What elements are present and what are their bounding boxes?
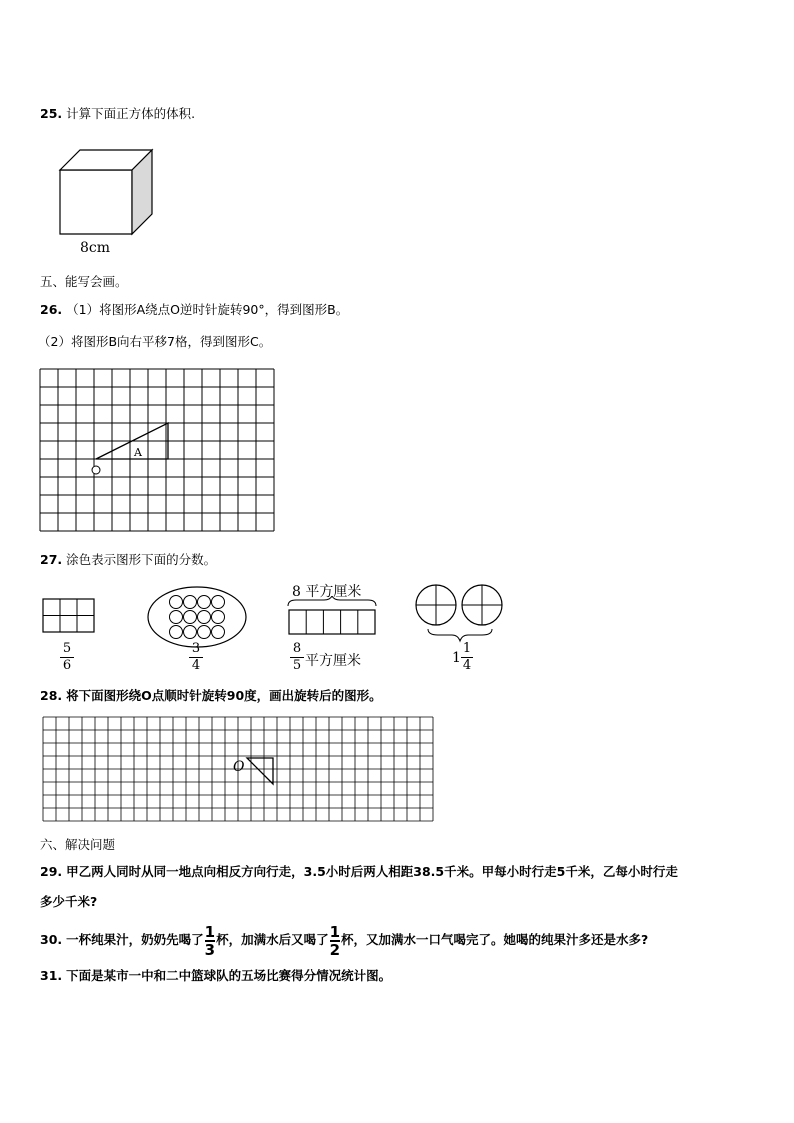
question-text: 多少千米? (40, 894, 98, 909)
small-circle (198, 611, 211, 624)
question-26 (40, 302, 348, 318)
denominator: 5 (292, 658, 302, 673)
question-text-part-2: 杯，加满水后又喝了 (216, 932, 329, 947)
question-text: 涂色表示图形下面的分数。 (66, 552, 217, 567)
area-unit-label: 平方厘米 (305, 653, 361, 669)
question-number: 26. (40, 302, 63, 317)
point-o-label: O (233, 759, 245, 775)
cube-figure (56, 146, 156, 236)
cube-front-face (60, 170, 132, 234)
question-30 (40, 923, 648, 957)
small-circle (170, 611, 183, 624)
question-text: 将下面图形绕O点顺时针旋转90度，画出旋转后的图形。 (66, 688, 382, 703)
oval-with-circles (146, 585, 248, 649)
numerator: 3 (191, 641, 201, 656)
numerator: 8 (292, 641, 302, 656)
question-29 (40, 864, 678, 880)
cube-edge-label: 8cm (80, 240, 111, 256)
denominator: 4 (462, 658, 472, 673)
strip-outline (289, 610, 375, 634)
numerator: 1 (204, 922, 216, 941)
question-text: 下面是某市一中和二中篮球队的五场比赛得分情况统计图。 (66, 968, 392, 983)
question-number: 25. (40, 106, 63, 121)
denominator: 4 (191, 658, 201, 673)
question-text-part-1: 一杯纯果汁，奶奶先喝了 (66, 932, 204, 947)
question-number: 29. (40, 864, 63, 879)
small-circle (212, 626, 225, 639)
mixed-whole: 1 (452, 650, 461, 666)
top-brace (288, 596, 376, 606)
small-circle (198, 596, 211, 609)
question-text: 计算下面正方体的体积. (66, 106, 196, 121)
point-o-marker (92, 466, 100, 474)
numerator: 1 (462, 641, 472, 656)
denominator: 6 (62, 658, 72, 673)
small-circle (184, 626, 197, 639)
brace-and-strip (286, 596, 378, 638)
question-27 (40, 552, 216, 568)
question-28 (40, 688, 382, 704)
question-25 (40, 106, 195, 122)
question-number: 28. (40, 688, 63, 703)
fraction-1-4 (461, 642, 473, 673)
question-29-line-2 (40, 894, 97, 910)
small-circle (198, 626, 211, 639)
question-31 (40, 968, 391, 984)
small-circle (184, 611, 197, 624)
grid-figure-26 (38, 368, 278, 534)
bottom-brace (428, 629, 492, 641)
two-circles-quartered (414, 583, 508, 643)
question-29-line-1: 甲乙两人同时从同一地点向相反方向行走，3.5小时后两人相距38.5千米。甲每小时行走5千米，乙每小时行走 (66, 864, 678, 879)
grid-figure-28 (40, 714, 436, 832)
section-5-heading: 五、能写会画。 (40, 274, 128, 289)
denominator: 2 (329, 940, 341, 959)
area-label-top: 8 平方厘米 (292, 584, 362, 600)
shape-a-label: A (134, 446, 142, 459)
fraction-5-6 (60, 642, 74, 673)
fraction-1-2 (329, 922, 341, 959)
question-text-part-3: 杯，又加满水一口气喝完了。她喝的纯果汁多还是水多? (341, 932, 649, 947)
fraction-8-5 (290, 642, 304, 673)
small-circle (212, 611, 225, 624)
section-6-heading: 六、解决问题 (40, 837, 116, 852)
small-circle (212, 596, 225, 609)
rectangle-grid-6 (42, 598, 96, 634)
question-number: 30. (40, 932, 63, 947)
question-number: 27. (40, 552, 63, 567)
question-number: 31. (40, 968, 63, 983)
small-circle (184, 596, 197, 609)
denominator: 3 (204, 940, 216, 959)
numerator: 1 (329, 922, 341, 941)
small-circle (170, 626, 183, 639)
fraction-3-4 (189, 642, 203, 673)
question-26-part-1: （1）将图形A绕点O逆时针旋转90°，得到图形B。 (66, 302, 349, 317)
numerator: 5 (62, 641, 72, 656)
small-circle (170, 596, 183, 609)
question-26-part-2: （2）将图形B向右平移7格，得到图形C。 (38, 334, 272, 349)
grid-lines (40, 369, 274, 531)
fraction-1-3 (204, 922, 216, 959)
